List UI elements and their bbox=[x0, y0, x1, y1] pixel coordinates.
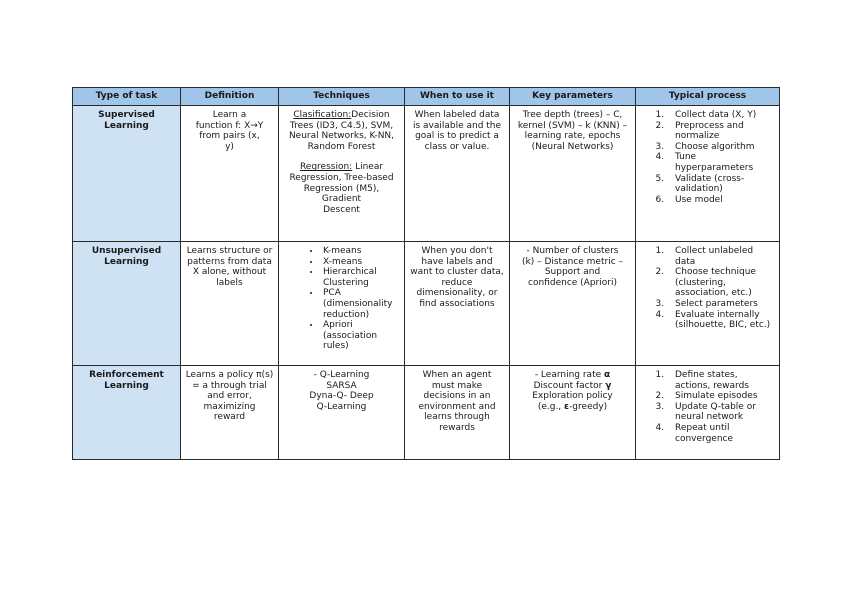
when-line: environment and bbox=[418, 401, 496, 412]
classification-label: Clasification: bbox=[293, 110, 352, 120]
definition-line: Learns a policy π(s) bbox=[185, 370, 274, 380]
process-step: 1. Collect unlabeled data bbox=[667, 246, 775, 267]
table-row-supervised bbox=[73, 106, 780, 242]
when-line: When an agent bbox=[422, 370, 492, 380]
params-cell bbox=[510, 242, 636, 366]
process-step: 4. Evaluate internally (silhouette, BIC, etc.) bbox=[667, 310, 775, 331]
techniques-item: • X-means bbox=[321, 257, 400, 268]
techniques-line: Neural Networks, K-NN, bbox=[288, 131, 395, 142]
techniques-cell bbox=[279, 366, 405, 460]
params-line: - Learning rate bbox=[534, 370, 604, 380]
when-line: learns through bbox=[424, 412, 490, 423]
definition-line: function f: X→Y bbox=[195, 120, 264, 131]
when-line: have labels and bbox=[421, 256, 493, 267]
when-line: rewards bbox=[439, 422, 475, 433]
table-row-reinforcement bbox=[73, 366, 780, 460]
techniques-line: Random Forest bbox=[307, 141, 376, 152]
process-step: 5. Validate (cross-validation) bbox=[667, 174, 775, 195]
process-list bbox=[640, 110, 775, 205]
techniques-line: SARSA bbox=[326, 380, 357, 391]
process-cell bbox=[636, 242, 780, 366]
task-line: Reinforcement bbox=[89, 370, 164, 380]
params-cell bbox=[510, 106, 636, 242]
when-line: dimensionality, or bbox=[416, 288, 498, 299]
header-techniques: Techniques bbox=[279, 88, 405, 106]
techniques-line: Decision bbox=[351, 110, 390, 120]
params-line: learning rate, epochs bbox=[524, 131, 621, 142]
task-line: Learning bbox=[104, 256, 149, 267]
when-line: want to cluster data, bbox=[410, 267, 504, 278]
definition-line: patterns from data bbox=[187, 256, 272, 267]
definition-line: maximizing bbox=[203, 401, 256, 412]
when-line: decisions in an bbox=[423, 391, 491, 402]
definition-line: Learn a bbox=[212, 110, 247, 120]
when-cell bbox=[405, 366, 510, 460]
header-key-parameters: Key parameters bbox=[510, 88, 636, 106]
when-line: is available and the bbox=[412, 120, 502, 131]
process-cell bbox=[636, 366, 780, 460]
process-step: 3. Choose algorithm bbox=[667, 142, 775, 153]
when-line: reduce bbox=[441, 277, 473, 288]
process-list bbox=[640, 246, 775, 331]
ml-comparison-table bbox=[72, 87, 780, 460]
when-line: class or value. bbox=[424, 141, 490, 152]
params-cell bbox=[510, 366, 636, 460]
params-line: (Neural Networks) bbox=[531, 141, 614, 152]
techniques-line: Q-Learning bbox=[316, 401, 367, 412]
techniques-cell bbox=[279, 106, 405, 242]
techniques-item: • PCA (dimensionality reduction) bbox=[321, 288, 400, 320]
definition-line: labels bbox=[216, 277, 243, 288]
when-line: When labeled data bbox=[414, 110, 500, 120]
process-step: 3. Update Q-table or neural network bbox=[667, 402, 775, 423]
alpha-symbol: α bbox=[604, 370, 611, 380]
process-step: 1. Define states, actions, rewards bbox=[667, 370, 775, 391]
definition-cell bbox=[181, 106, 279, 242]
header-typical-process: Typical process bbox=[636, 88, 780, 106]
definition-cell bbox=[181, 242, 279, 366]
process-step: 3. Select parameters bbox=[667, 299, 775, 310]
techniques-item: • K-means bbox=[321, 246, 400, 257]
task-line: Supervised bbox=[98, 110, 155, 120]
process-step: 2. Preprocess and normalize bbox=[667, 121, 775, 142]
process-step: 1. Collect data (X, Y) bbox=[667, 110, 775, 121]
header-row bbox=[73, 88, 780, 106]
params-line: confidence (Apriori) bbox=[528, 277, 617, 288]
epsilon-symbol: ε bbox=[564, 401, 570, 412]
task-line: Learning bbox=[104, 380, 149, 391]
techniques-item: • Apriori (association rules) bbox=[321, 320, 400, 352]
params-line: Tree depth (trees) – C, bbox=[522, 110, 623, 120]
definition-line: Learns structure or bbox=[186, 246, 273, 256]
techniques-line: Regression (M5), Gradient bbox=[303, 183, 380, 205]
definition-cell bbox=[181, 366, 279, 460]
task-line: Learning bbox=[104, 120, 149, 131]
header-type-of-task: Type of task bbox=[73, 88, 181, 106]
definition-line: = a through trial bbox=[192, 380, 267, 391]
techniques-line: Linear bbox=[352, 162, 384, 173]
techniques-line: Regression, Tree-based bbox=[289, 172, 394, 183]
definition-line: from pairs (x, bbox=[199, 131, 260, 142]
definition-line: X alone, without bbox=[192, 267, 267, 278]
process-step: 6. Use model bbox=[667, 195, 775, 206]
params-line: Exploration policy bbox=[532, 391, 613, 402]
techniques-line: Dyna-Q- Deep bbox=[309, 391, 374, 402]
techniques-cell bbox=[279, 242, 405, 366]
when-line: goal is to predict a bbox=[415, 131, 499, 142]
techniques-list bbox=[283, 246, 400, 352]
process-step: 4. Tune hyperparameters bbox=[667, 152, 775, 173]
params-line: kernel (SVM) – k (KNN) – bbox=[517, 120, 628, 131]
task-cell bbox=[73, 242, 181, 366]
params-line: (k) – Distance metric – bbox=[521, 256, 623, 267]
task-cell bbox=[73, 106, 181, 242]
regression-label: Regression: bbox=[299, 162, 353, 173]
when-line: must make bbox=[431, 380, 483, 391]
process-step: 4. Repeat until convergence bbox=[667, 423, 775, 444]
techniques-line: - Q-Learning bbox=[313, 370, 370, 380]
definition-line: and error, bbox=[207, 391, 252, 402]
params-line: Discount factor bbox=[533, 380, 606, 391]
process-step: 2. Simulate episodes bbox=[667, 391, 775, 402]
task-cell bbox=[73, 366, 181, 460]
when-cell bbox=[405, 242, 510, 366]
definition-line: reward bbox=[213, 412, 246, 423]
when-line: When you don't bbox=[421, 246, 493, 256]
definition-line: y) bbox=[225, 141, 234, 152]
params-line: -greedy) bbox=[569, 401, 608, 412]
techniques-item: • Hierarchical Clustering bbox=[321, 267, 400, 288]
params-line: Support and bbox=[544, 267, 601, 278]
techniques-line: Trees (ID3, C4.5), SVM, bbox=[289, 120, 394, 131]
gamma-symbol: γ bbox=[605, 380, 612, 391]
params-line: - Number of clusters bbox=[526, 246, 619, 256]
header-definition: Definition bbox=[181, 88, 279, 106]
process-step: 2. Choose technique (clustering, association, etc.) bbox=[667, 267, 775, 299]
params-line: (e.g., bbox=[537, 401, 565, 412]
task-line: Unsupervised bbox=[91, 246, 162, 256]
techniques-line: Descent bbox=[323, 204, 360, 215]
when-cell bbox=[405, 106, 510, 242]
when-line: find associations bbox=[419, 298, 495, 309]
header-when-to-use: When to use it bbox=[405, 88, 510, 106]
table-row-unsupervised bbox=[73, 242, 780, 366]
process-cell bbox=[636, 106, 780, 242]
process-list bbox=[640, 370, 775, 444]
